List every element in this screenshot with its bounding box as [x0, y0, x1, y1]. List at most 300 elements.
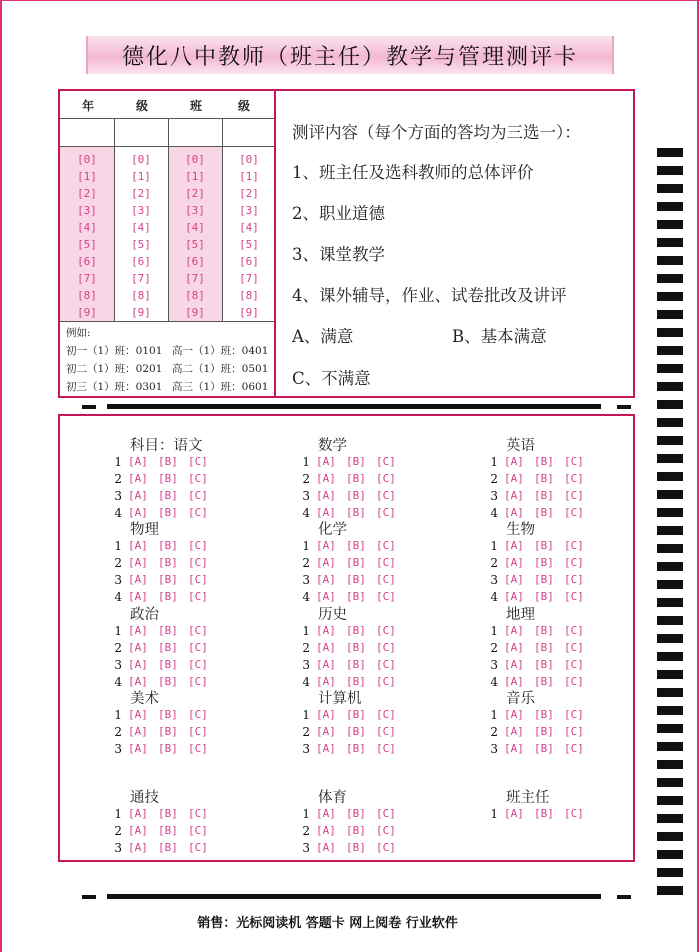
timing-mark: [657, 418, 683, 427]
timing-mark: [657, 346, 683, 355]
option-c-bubble[interactable]: [C]: [564, 455, 584, 468]
option-a-bubble[interactable]: [A]: [128, 725, 148, 738]
option-a-bubble[interactable]: [A]: [128, 455, 148, 468]
subject-title: 科目：语文: [130, 438, 203, 454]
option-c-bubble[interactable]: [C]: [188, 539, 208, 552]
question-number: 2: [114, 725, 122, 739]
option-a-bubble[interactable]: [A]: [316, 472, 336, 485]
option-a-bubble[interactable]: [A]: [504, 472, 524, 485]
option-a-bubble[interactable]: [A]: [316, 573, 336, 586]
option-b-bubble[interactable]: [B]: [158, 675, 178, 688]
subjects-panel: [58, 414, 635, 862]
option-b-bubble[interactable]: [B]: [534, 506, 554, 519]
digit-bubble[interactable]: [0]: [239, 153, 259, 166]
example-row-3-left: 初三（1）班：0301: [66, 381, 163, 393]
question-number: 2: [114, 472, 122, 486]
digit-bubble[interactable]: [1]: [77, 170, 97, 183]
digit-bubble[interactable]: [0]: [77, 153, 97, 166]
timing-mark: [657, 616, 683, 625]
option-c-bubble[interactable]: [C]: [376, 624, 396, 637]
timing-mark: [657, 778, 683, 787]
question-number: 1: [490, 539, 498, 553]
timing-mark: [657, 886, 683, 895]
option-a-bubble[interactable]: [A]: [504, 742, 524, 755]
subject-title: 体育: [318, 790, 347, 806]
option-a-bubble[interactable]: [A]: [128, 506, 148, 519]
digit-bubble[interactable]: [4]: [239, 221, 259, 234]
digit-bubble[interactable]: [2]: [239, 187, 259, 200]
option-b-bubble[interactable]: [B]: [158, 641, 178, 654]
timing-mark: [657, 850, 683, 859]
instructions-panel: [274, 89, 635, 398]
option-c-bubble[interactable]: [C]: [564, 624, 584, 637]
option-b-bubble[interactable]: [B]: [158, 624, 178, 637]
digit-bubble[interactable]: [9]: [131, 306, 151, 319]
question-number: 4: [302, 506, 310, 520]
question-number: 2: [114, 824, 122, 838]
option-c-bubble[interactable]: [C]: [188, 708, 208, 721]
subject-title: 班主任: [506, 790, 550, 806]
digit-bubble[interactable]: [6]: [185, 255, 205, 268]
digit-bubble[interactable]: [8]: [239, 289, 259, 302]
option-c-bubble[interactable]: [C]: [188, 556, 208, 569]
option-a-bubble[interactable]: [A]: [504, 455, 524, 468]
question-number: 1: [114, 455, 122, 469]
timing-mark: [657, 166, 683, 175]
example-row-2-left: 初二（1）班：0201: [66, 363, 163, 375]
digit-bubble[interactable]: [1]: [185, 170, 205, 183]
option-c-bubble[interactable]: [C]: [564, 556, 584, 569]
grade-digit-column-1: [60, 153, 114, 323]
option-b-bubble[interactable]: [B]: [534, 641, 554, 654]
option-a-bubble[interactable]: [A]: [504, 624, 524, 637]
option-b-bubble[interactable]: [B]: [346, 675, 366, 688]
question-number: 1: [114, 807, 122, 821]
digit-bubble[interactable]: [4]: [185, 221, 205, 234]
option-a-bubble[interactable]: [A]: [316, 539, 336, 552]
option-c-bubble[interactable]: [C]: [188, 455, 208, 468]
question-number: 2: [302, 556, 310, 570]
option-b-bubble[interactable]: [B]: [346, 556, 366, 569]
digit-bubble[interactable]: [3]: [77, 204, 97, 217]
question-number: 1: [490, 624, 498, 638]
question-number: 3: [302, 489, 310, 503]
bottom-mark-right: [617, 895, 631, 899]
option-c-bubble[interactable]: [C]: [376, 824, 396, 837]
option-c-bubble[interactable]: [C]: [376, 472, 396, 485]
question-number: 4: [114, 675, 122, 689]
frame-right-border: [697, 0, 699, 952]
subject-title: 化学: [318, 522, 347, 538]
option-a-bubble[interactable]: [A]: [316, 641, 336, 654]
option-b-bubble[interactable]: [B]: [158, 539, 178, 552]
digit-bubble[interactable]: [0]: [185, 153, 205, 166]
option-c-bubble[interactable]: [C]: [376, 841, 396, 854]
option-c-bubble[interactable]: [C]: [376, 556, 396, 569]
digit-bubble[interactable]: [6]: [239, 255, 259, 268]
option-a-bubble[interactable]: [A]: [504, 807, 524, 820]
choice-a: A、满意: [292, 327, 354, 346]
option-a-bubble[interactable]: [A]: [128, 641, 148, 654]
digit-bubble[interactable]: [7]: [131, 272, 151, 285]
timing-mark: [657, 220, 683, 229]
grid-line: [60, 146, 274, 147]
digit-bubble[interactable]: [3]: [185, 204, 205, 217]
question-number: 1: [490, 708, 498, 722]
question-number: 4: [302, 590, 310, 604]
frame-left-border: [0, 0, 2, 952]
option-c-bubble[interactable]: [C]: [564, 489, 584, 502]
question-number: 1: [490, 455, 498, 469]
option-b-bubble[interactable]: [B]: [534, 675, 554, 688]
option-b-bubble[interactable]: [B]: [346, 489, 366, 502]
class-digit-column-1: [168, 153, 222, 323]
option-c-bubble[interactable]: [C]: [376, 807, 396, 820]
separator-mark-right: [617, 405, 631, 409]
digit-bubble[interactable]: [4]: [77, 221, 97, 234]
option-b-bubble[interactable]: [B]: [534, 742, 554, 755]
option-a-bubble[interactable]: [A]: [316, 742, 336, 755]
option-b-bubble[interactable]: [B]: [346, 506, 366, 519]
timing-mark: [657, 832, 683, 841]
option-c-bubble[interactable]: [C]: [188, 725, 208, 738]
option-b-bubble[interactable]: [B]: [346, 590, 366, 603]
digit-bubble[interactable]: [7]: [77, 272, 97, 285]
question-number: 4: [490, 506, 498, 520]
option-c-bubble[interactable]: [C]: [564, 708, 584, 721]
option-c-bubble[interactable]: [C]: [188, 489, 208, 502]
option-b-bubble[interactable]: [B]: [346, 455, 366, 468]
option-b-bubble[interactable]: [B]: [158, 742, 178, 755]
card-title: 德化八中教师（班主任）教学与管理测评卡: [86, 36, 614, 74]
option-c-bubble[interactable]: [C]: [376, 742, 396, 755]
option-a-bubble[interactable]: [A]: [128, 472, 148, 485]
digit-bubble[interactable]: [5]: [239, 238, 259, 251]
option-b-bubble[interactable]: [B]: [534, 725, 554, 738]
timing-mark: [657, 526, 683, 535]
option-c-bubble[interactable]: [C]: [376, 539, 396, 552]
instruction-item-1: 1、班主任及选科教师的总体评价: [292, 163, 534, 182]
option-b-bubble[interactable]: [B]: [158, 556, 178, 569]
option-c-bubble[interactable]: [C]: [564, 807, 584, 820]
option-c-bubble[interactable]: [C]: [188, 658, 208, 671]
option-a-bubble[interactable]: [A]: [316, 725, 336, 738]
option-a-bubble[interactable]: [A]: [128, 539, 148, 552]
option-a-bubble[interactable]: [A]: [316, 658, 336, 671]
separator-bar: [107, 404, 601, 409]
question-number: 2: [302, 824, 310, 838]
option-a-bubble[interactable]: [A]: [504, 489, 524, 502]
option-a-bubble[interactable]: [A]: [128, 807, 148, 820]
option-c-bubble[interactable]: [C]: [188, 807, 208, 820]
digit-bubble[interactable]: [1]: [131, 170, 151, 183]
option-a-bubble[interactable]: [A]: [504, 539, 524, 552]
question-number: 3: [114, 742, 122, 756]
timing-mark: [657, 472, 683, 481]
timing-mark: [657, 274, 683, 283]
timing-mark: [657, 580, 683, 589]
option-b-bubble[interactable]: [B]: [158, 489, 178, 502]
option-c-bubble[interactable]: [C]: [376, 455, 396, 468]
option-b-bubble[interactable]: [B]: [158, 506, 178, 519]
example-label: 例如:: [66, 327, 91, 339]
option-c-bubble[interactable]: [C]: [188, 841, 208, 854]
question-number: 1: [114, 708, 122, 722]
option-c-bubble[interactable]: [C]: [188, 624, 208, 637]
option-b-bubble[interactable]: [B]: [534, 708, 554, 721]
option-a-bubble[interactable]: [A]: [316, 455, 336, 468]
option-c-bubble[interactable]: [C]: [376, 590, 396, 603]
option-a-bubble[interactable]: [A]: [316, 506, 336, 519]
timing-mark: [657, 634, 683, 643]
option-c-bubble[interactable]: [C]: [188, 506, 208, 519]
option-a-bubble[interactable]: [A]: [316, 841, 336, 854]
bottom-mark-left: [82, 895, 96, 899]
option-a-bubble[interactable]: [A]: [504, 573, 524, 586]
example-row-1-right: 高一（1）班：0401: [172, 345, 269, 357]
option-c-bubble[interactable]: [C]: [188, 590, 208, 603]
option-c-bubble[interactable]: [C]: [376, 573, 396, 586]
question-number: 1: [302, 539, 310, 553]
timing-mark: [657, 760, 683, 769]
digit-bubble[interactable]: [6]: [131, 255, 151, 268]
option-c-bubble[interactable]: [C]: [564, 506, 584, 519]
option-a-bubble[interactable]: [A]: [504, 641, 524, 654]
question-number: 2: [490, 472, 498, 486]
option-b-bubble[interactable]: [B]: [534, 556, 554, 569]
option-c-bubble[interactable]: [C]: [564, 742, 584, 755]
digit-bubble[interactable]: [5]: [185, 238, 205, 251]
instruction-item-4: 4、课外辅导，作业、试卷批改及讲评: [292, 286, 567, 305]
option-b-bubble[interactable]: [B]: [346, 742, 366, 755]
option-b-bubble[interactable]: [B]: [346, 841, 366, 854]
question-number: 1: [490, 807, 498, 821]
digit-bubble[interactable]: [5]: [77, 238, 97, 251]
timing-mark: [657, 652, 683, 661]
option-b-bubble[interactable]: [B]: [158, 658, 178, 671]
question-number: 3: [114, 489, 122, 503]
header-class-2: 级: [238, 99, 251, 113]
timing-mark: [657, 256, 683, 265]
digit-bubble[interactable]: [9]: [185, 306, 205, 319]
option-a-bubble[interactable]: [A]: [128, 824, 148, 837]
option-c-bubble[interactable]: [C]: [188, 573, 208, 586]
option-a-bubble[interactable]: [A]: [316, 708, 336, 721]
option-a-bubble[interactable]: [A]: [128, 556, 148, 569]
question-number: 1: [114, 539, 122, 553]
option-b-bubble[interactable]: [B]: [346, 624, 366, 637]
class-digit-column-2: [222, 153, 276, 323]
question-number: 3: [490, 658, 498, 672]
timing-mark: [657, 292, 683, 301]
question-number: 4: [114, 590, 122, 604]
option-a-bubble[interactable]: [A]: [128, 624, 148, 637]
option-a-bubble[interactable]: [A]: [504, 725, 524, 738]
option-a-bubble[interactable]: [A]: [128, 489, 148, 502]
digit-bubble[interactable]: [1]: [239, 170, 259, 183]
timing-mark: [657, 868, 683, 877]
timing-mark: [657, 742, 683, 751]
option-b-bubble[interactable]: [B]: [158, 841, 178, 854]
option-c-bubble[interactable]: [C]: [564, 725, 584, 738]
option-b-bubble[interactable]: [B]: [158, 824, 178, 837]
example-row-2-right: 高二（1）班：0501: [172, 363, 269, 375]
option-c-bubble[interactable]: [C]: [188, 472, 208, 485]
option-a-bubble[interactable]: [A]: [128, 658, 148, 671]
option-b-bubble[interactable]: [B]: [346, 807, 366, 820]
option-b-bubble[interactable]: [B]: [158, 725, 178, 738]
option-b-bubble[interactable]: [B]: [534, 658, 554, 671]
example-row-1-left: 初一（1）班：0101: [66, 345, 163, 357]
digit-bubble[interactable]: [3]: [131, 204, 151, 217]
digit-bubble[interactable]: [2]: [77, 187, 97, 200]
option-a-bubble[interactable]: [A]: [128, 675, 148, 688]
question-number: 3: [114, 658, 122, 672]
option-a-bubble[interactable]: [A]: [128, 708, 148, 721]
subject-title: 音乐: [506, 691, 535, 707]
digit-bubble[interactable]: [9]: [239, 306, 259, 319]
option-a-bubble[interactable]: [A]: [504, 556, 524, 569]
digit-bubble[interactable]: [3]: [239, 204, 259, 217]
digit-bubble[interactable]: [0]: [131, 153, 151, 166]
option-c-bubble[interactable]: [C]: [376, 506, 396, 519]
option-b-bubble[interactable]: [B]: [346, 658, 366, 671]
bottom-bar: [107, 894, 601, 899]
header-grade-1: 年: [82, 99, 95, 113]
option-b-bubble[interactable]: [B]: [534, 624, 554, 637]
option-c-bubble[interactable]: [C]: [376, 725, 396, 738]
option-b-bubble[interactable]: [B]: [534, 807, 554, 820]
example-row-3-right: 高三（1）班：0601: [172, 381, 269, 393]
option-a-bubble[interactable]: [A]: [316, 824, 336, 837]
option-b-bubble[interactable]: [B]: [346, 824, 366, 837]
option-b-bubble[interactable]: [B]: [346, 472, 366, 485]
digit-bubble[interactable]: [8]: [131, 289, 151, 302]
option-c-bubble[interactable]: [C]: [188, 742, 208, 755]
option-c-bubble[interactable]: [C]: [188, 675, 208, 688]
timing-mark: [657, 544, 683, 553]
option-c-bubble[interactable]: [C]: [564, 472, 584, 485]
option-c-bubble[interactable]: [C]: [376, 489, 396, 502]
option-c-bubble[interactable]: [C]: [564, 641, 584, 654]
question-number: 3: [490, 489, 498, 503]
question-number: 4: [490, 675, 498, 689]
option-a-bubble[interactable]: [A]: [504, 675, 524, 688]
question-number: 3: [302, 573, 310, 587]
option-b-bubble[interactable]: [B]: [346, 641, 366, 654]
header-class-1: 班: [190, 99, 203, 113]
option-b-bubble[interactable]: [B]: [158, 807, 178, 820]
option-b-bubble[interactable]: [B]: [158, 573, 178, 586]
timing-mark: [657, 688, 683, 697]
header-grade-2: 级: [136, 99, 149, 113]
option-b-bubble[interactable]: [B]: [346, 725, 366, 738]
separator-mark-left: [82, 405, 96, 409]
digit-bubble[interactable]: [9]: [77, 306, 97, 319]
option-b-bubble[interactable]: [B]: [158, 590, 178, 603]
option-c-bubble[interactable]: [C]: [188, 824, 208, 837]
option-a-bubble[interactable]: [A]: [504, 658, 524, 671]
option-a-bubble[interactable]: [A]: [504, 708, 524, 721]
question-number: 2: [114, 641, 122, 655]
digit-bubble[interactable]: [5]: [131, 238, 151, 251]
question-number: 2: [490, 725, 498, 739]
digit-bubble[interactable]: [6]: [77, 255, 97, 268]
option-a-bubble[interactable]: [A]: [504, 506, 524, 519]
digit-bubble[interactable]: [4]: [131, 221, 151, 234]
option-b-bubble[interactable]: [B]: [346, 708, 366, 721]
option-b-bubble[interactable]: [B]: [534, 472, 554, 485]
option-c-bubble[interactable]: [C]: [564, 675, 584, 688]
timing-mark: [657, 490, 683, 499]
frame-top-border: [0, 0, 700, 1]
footer-text: 销售：光标阅读机 答题卡 网上阅卷 行业软件: [197, 916, 458, 931]
grid-line: [60, 118, 274, 119]
option-a-bubble[interactable]: [A]: [316, 807, 336, 820]
question-number: 4: [490, 590, 498, 604]
option-c-bubble[interactable]: [C]: [564, 573, 584, 586]
option-a-bubble[interactable]: [A]: [316, 590, 336, 603]
option-b-bubble[interactable]: [B]: [534, 489, 554, 502]
option-a-bubble[interactable]: [A]: [316, 556, 336, 569]
option-c-bubble[interactable]: [C]: [564, 590, 584, 603]
digit-bubble[interactable]: [2]: [131, 187, 151, 200]
option-b-bubble[interactable]: [B]: [534, 573, 554, 586]
option-c-bubble[interactable]: [C]: [188, 641, 208, 654]
option-b-bubble[interactable]: [B]: [346, 573, 366, 586]
option-c-bubble[interactable]: [C]: [376, 658, 396, 671]
option-c-bubble[interactable]: [C]: [376, 641, 396, 654]
question-number: 4: [114, 506, 122, 520]
option-a-bubble[interactable]: [A]: [128, 573, 148, 586]
option-a-bubble[interactable]: [A]: [128, 841, 148, 854]
option-b-bubble[interactable]: [B]: [346, 539, 366, 552]
option-b-bubble[interactable]: [B]: [158, 472, 178, 485]
option-b-bubble[interactable]: [B]: [158, 708, 178, 721]
timing-mark: [657, 202, 683, 211]
option-b-bubble[interactable]: [B]: [534, 539, 554, 552]
question-number: 3: [302, 658, 310, 672]
grade-digit-column-2: [114, 153, 168, 323]
option-a-bubble[interactable]: [A]: [128, 590, 148, 603]
option-c-bubble[interactable]: [C]: [376, 675, 396, 688]
instructions-heading: 测评内容（每个方面的答均为三选一）：: [292, 123, 581, 142]
subject-title: 政治: [130, 607, 159, 623]
question-number: 3: [302, 742, 310, 756]
option-c-bubble[interactable]: [C]: [564, 658, 584, 671]
option-c-bubble[interactable]: [C]: [376, 708, 396, 721]
option-c-bubble[interactable]: [C]: [564, 539, 584, 552]
option-b-bubble[interactable]: [B]: [534, 590, 554, 603]
timing-mark: [657, 364, 683, 373]
digit-bubble[interactable]: [7]: [185, 272, 205, 285]
subject-title: 生物: [506, 522, 535, 538]
digit-bubble[interactable]: [8]: [185, 289, 205, 302]
option-a-bubble[interactable]: [A]: [316, 489, 336, 502]
digit-bubble[interactable]: [7]: [239, 272, 259, 285]
option-a-bubble[interactable]: [A]: [316, 675, 336, 688]
digit-bubble[interactable]: [2]: [185, 187, 205, 200]
timing-mark: [657, 382, 683, 391]
option-b-bubble[interactable]: [B]: [534, 455, 554, 468]
option-a-bubble[interactable]: [A]: [316, 624, 336, 637]
question-number: 2: [490, 556, 498, 570]
option-a-bubble[interactable]: [A]: [128, 742, 148, 755]
choice-c: C、不满意: [292, 369, 371, 388]
option-a-bubble[interactable]: [A]: [504, 590, 524, 603]
option-b-bubble[interactable]: [B]: [158, 455, 178, 468]
digit-bubble[interactable]: [8]: [77, 289, 97, 302]
